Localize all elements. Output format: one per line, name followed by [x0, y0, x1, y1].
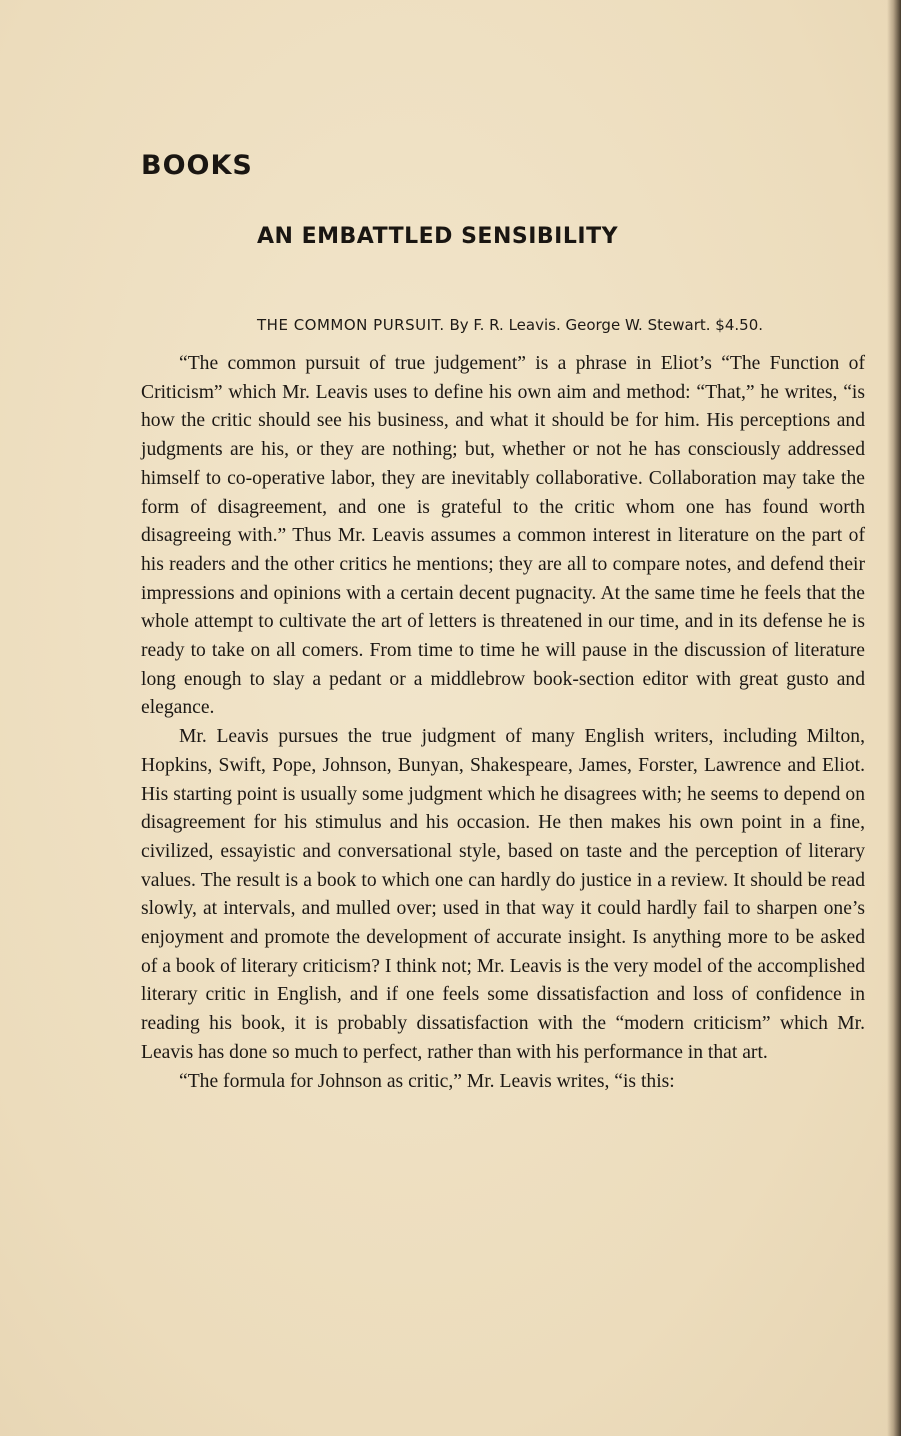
citation-author: By F. R. Leavis. [449, 316, 561, 334]
section-heading: BOOKS [141, 150, 253, 181]
article-title: AN EMBATTLED SENSIBILITY [257, 224, 619, 249]
body-paragraph: “The formula for Johnson as critic,” Mr. Leavis writes, “is this: [179, 1070, 675, 1092]
book-citation [257, 316, 763, 334]
body-paragraph: “The common pursuit of true judgement” is a phrase in Eliot’s “The Function of Criticism” which Mr. Leavis uses to define his own aim and method: “That,” he writes, “is how the critic should see his business, and what it should be for him. His perceptions and judgments are his, or they are nothing; but, whether or not he has consciously addressed himself to co-operative labor, they are inevitably collaborative. Collaboration may take the form of disagreement, and one is grateful to the critic whom one has found worth disagreeing with.” Thus Mr. Leavis assumes a common interest in literature on the part of his readers and the other critics he mentions; they are all to compare notes, and defend their impressions and opinions with a certain decent pugnacity. At the same time he feels that the whole attempt to cultivate the art of letters is threatened in our time, and in its defense he is ready to take on all comers. From time to time he will pause in the discussion of literature long enough to slay a pedant or a middlebrow book-section editor with great gusto and elegance. [141, 353, 865, 719]
citation-publisher: George W. Stewart. [565, 316, 711, 334]
citation-price: $4.50. [715, 316, 764, 334]
page-spine-shadow [887, 0, 901, 1436]
citation-book-title: THE COMMON PURSUIT. [257, 316, 445, 334]
article-body [141, 350, 865, 1096]
body-paragraph: Mr. Leavis pursues the true judgment of many English writers, including Milton, Hopkins, Swift, Pope, Johnson, Bunyan, Shakespeare, James, Forster, Lawrence and Eliot. His starting point is usually some judgment which he disagrees with; he seems to depend on disagreement for his stimulus and his occasion. He then makes his own point in a fine, civilized, essayistic and conversational style, based on taste and the perception of literary values. The result is a book to which one can hardly do justice in a review. It should be read slowly, at intervals, and mulled over; used in that way it could hardly fail to sharpen one’s enjoyment and promote the development of accurate insight. Is anything more to be asked of a book of literary criticism? I think not; Mr. Leavis is the very model of the accomplished literary critic in English, and if one feels some dissatisfaction and loss of confidence in reading his book, it is probably dissatisfaction with the “modern criticism” which Mr. Leavis has done so much to perfect, rather than with his performance in that art. [141, 726, 865, 1063]
